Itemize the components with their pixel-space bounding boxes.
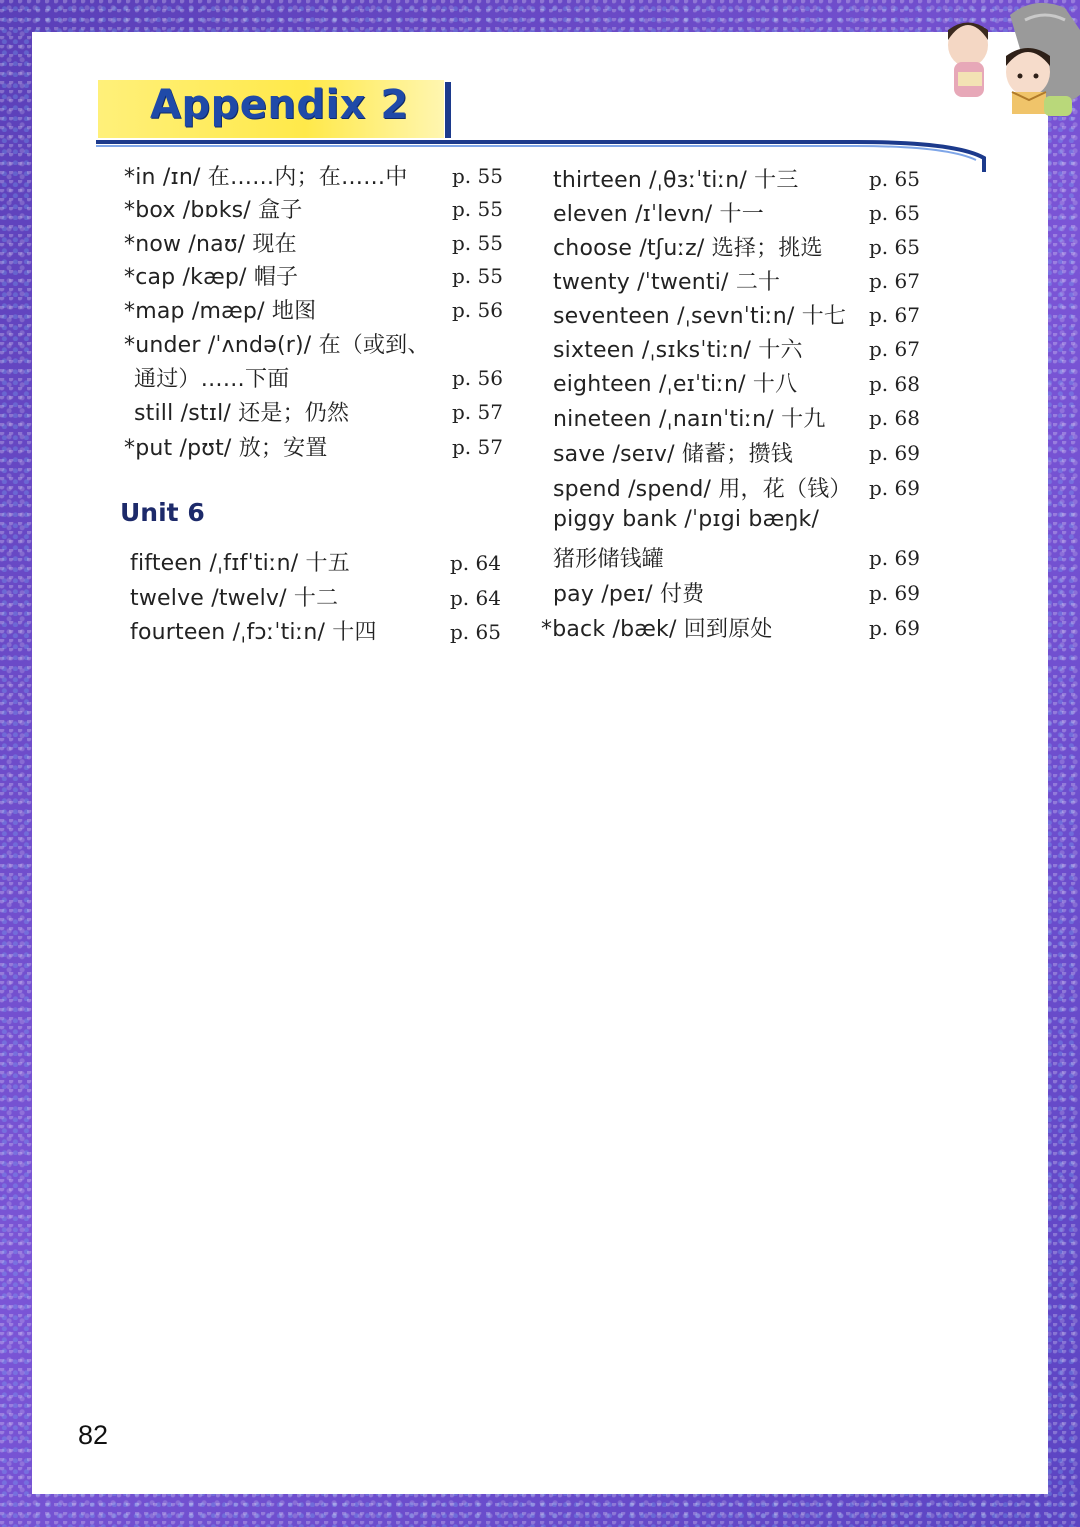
- vocab-entry: eighteen /ˌeɪˈtiːn/ 十八: [553, 372, 798, 397]
- page-ref: p. 67: [869, 269, 920, 293]
- page-ref: p. 68: [869, 406, 920, 430]
- page-ref: p. 69: [869, 616, 920, 640]
- unit-heading: Unit 6: [120, 498, 205, 527]
- page-ref: p. 65: [450, 620, 501, 644]
- vocab-entry: still /stɪl/ 还是；仍然: [134, 401, 350, 426]
- vocab-entry: twelve /twelv/ 十二: [130, 586, 339, 611]
- vocab-entry: *back /bæk/ 回到原处: [541, 617, 773, 642]
- vocab-entry: fifteen /ˌfɪfˈtiːn/ 十五: [130, 551, 350, 576]
- page-ref: p. 69: [869, 581, 920, 605]
- vocab-entry: piggy bank /ˈpɪgi bæŋk/: [553, 507, 820, 532]
- vocab-entry: *put /pʊt/ 放；安置: [124, 436, 328, 461]
- page-ref: p. 55: [452, 164, 503, 188]
- vocab-entry: spend /spend/ 用，花（钱）: [553, 477, 852, 502]
- page-ref: p. 69: [869, 546, 920, 570]
- page-ref: p. 67: [869, 303, 920, 327]
- page-number: 82: [78, 1420, 109, 1450]
- vocab-entry: seventeen /ˌsevnˈtiːn/ 十七: [553, 304, 847, 329]
- vocab-entry: fourteen /ˌfɔːˈtiːn/ 十四: [130, 620, 377, 645]
- title-banner-edge: [445, 82, 451, 138]
- page-ref: p. 67: [869, 337, 920, 361]
- vocab-entry: *cap /kæp/ 帽子: [124, 265, 299, 290]
- vocab-entry: eleven /ɪˈlevn/ 十一: [553, 202, 764, 227]
- vocab-entry: pay /peɪ/ 付费: [553, 582, 705, 607]
- vocab-entry: 猪形储钱罐: [553, 547, 665, 572]
- page-title: Appendix 2: [150, 82, 409, 128]
- vocab-entry: *in /ɪn/ 在……内；在……中: [124, 165, 408, 190]
- reading-children-icon: [940, 0, 1080, 125]
- page-ref: p. 64: [450, 586, 501, 610]
- vocab-entry: twenty /ˈtwenti/ 二十: [553, 270, 781, 295]
- page-ref: p. 65: [869, 201, 920, 225]
- vocab-entry: *now /naʊ/ 现在: [124, 232, 297, 257]
- page-ref: p. 65: [869, 235, 920, 259]
- page-ref: p. 69: [869, 441, 920, 465]
- page-ref: p. 55: [452, 231, 503, 255]
- vocab-entry: *box /bɒks/ 盒子: [124, 198, 303, 223]
- vocab-entry: thirteen /ˌθɜːˈtiːn/ 十三: [553, 168, 799, 193]
- page-ref: p. 55: [452, 264, 503, 288]
- vocab-entry: save /seɪv/ 储蓄；攒钱: [553, 442, 793, 467]
- page-ref: p. 56: [452, 298, 503, 322]
- vocab-entry: choose /tʃuːz/ 选择；挑选: [553, 236, 823, 261]
- page-ref: p. 56: [452, 366, 503, 390]
- page-ref: p. 68: [869, 372, 920, 396]
- vocab-entry: 通过）……下面: [134, 367, 290, 392]
- page-ref: p. 57: [452, 400, 503, 424]
- page-ref: p. 55: [452, 197, 503, 221]
- page-ref: p. 64: [450, 551, 501, 575]
- vocab-entry: *under /ˈʌndə(r)/ 在（或到、: [124, 333, 430, 358]
- vocab-entry: sixteen /ˌsɪksˈtiːn/ 十六: [553, 338, 803, 363]
- page-ref: p. 57: [452, 435, 503, 459]
- vocab-entry: *map /mæp/ 地图: [124, 299, 317, 324]
- vocab-entry: nineteen /ˌnaɪnˈtiːn/ 十九: [553, 407, 826, 432]
- page-ref: p. 69: [869, 476, 920, 500]
- page-ref: p. 65: [869, 167, 920, 191]
